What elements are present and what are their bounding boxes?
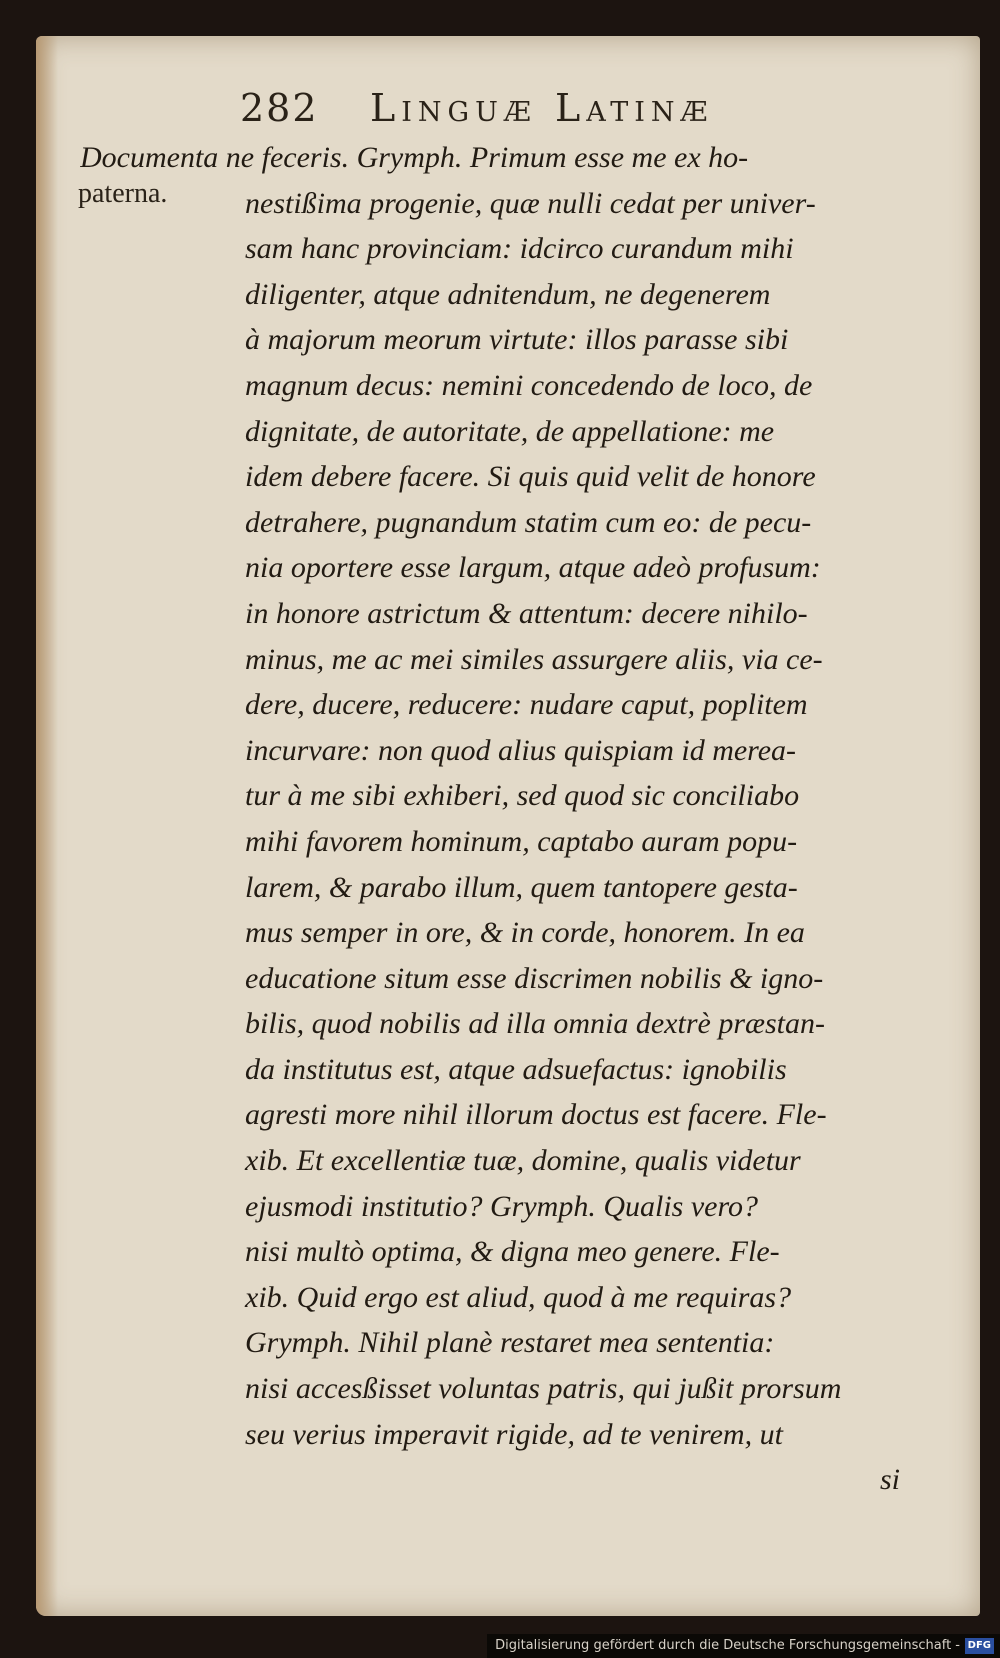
text-line: Grymph. Nihil planè restaret mea sententia:: [245, 1326, 775, 1360]
text-line: idem debere facere. Si quis quid velit de honore: [245, 460, 816, 494]
text-line: dere, ducere, reducere: nudare caput, poplitem: [245, 688, 808, 722]
page-header: [240, 80, 840, 136]
text-line: detrahere, pugnandum statim cum eo: de pecu-: [245, 505, 812, 539]
running-title: Linguæ Latinæ: [370, 86, 714, 130]
catchword: si: [880, 1463, 901, 1497]
text-line: dignitate, de autoritate, de appellatione: me: [245, 414, 775, 448]
text-line: educatione situm esse discrimen nobilis & igno-: [245, 961, 824, 995]
text-line: seu verius imperavit rigide, ad te venirem, ut: [245, 1417, 783, 1451]
text-line: nisi accesßisset voluntas patris, qui jußit prorsum: [245, 1372, 842, 1406]
body-text: [80, 135, 960, 1503]
text-line: in honore astrictum & attentum: decere nihilo-: [245, 596, 808, 630]
text-line: incurvare: non quod alius quispiam id merea-: [245, 733, 797, 767]
text-line: xib. Et excellentiæ tuæ, domine, qualis videtur: [245, 1144, 801, 1178]
footer-text: Digitalisierung gefördert durch die Deutsche Forschungsgemeinschaft -: [495, 1638, 960, 1653]
text-line: nisi multò optima, & digna meo genere. Fle-: [245, 1235, 780, 1269]
text-line: Documenta ne feceris. Grymph. Primum esse me ex ho-: [80, 141, 749, 174]
text-line: nia oportere esse largum, atque adeò profusum:: [245, 551, 821, 585]
text-line: tur à me sibi exhiberi, sed quod sic conciliabo: [245, 779, 800, 813]
text-line: diligenter, atque adnitendum, ne degenerem: [245, 277, 771, 311]
text-line: larem, & parabo illum, quem tantopere gesta-: [245, 870, 798, 904]
page-spine-shadow: [36, 36, 58, 1616]
text-line: da institutus est, atque adsuefactus: ignobilis: [245, 1052, 787, 1086]
text-line: nestißima progenie, quæ nulli cedat per univer-: [245, 186, 816, 220]
text-line: mus semper in ore, & in corde, honorem. In ea: [245, 916, 805, 950]
text-line: sam hanc provinciam: idcirco curandum mihi: [245, 232, 794, 266]
text-line: minus, me ac mei similes assurgere aliis, via ce-: [245, 642, 823, 676]
dfg-logo: DFG: [965, 1638, 994, 1654]
margin-note-2: paterna.: [78, 178, 168, 209]
text-line: mihi favorem hominum, captabo auram popu-: [245, 824, 798, 858]
text-line: xib. Quid ergo est aliud, quod à me requiras?: [245, 1280, 792, 1314]
text-line: ejusmodi institutio? Grymph. Qualis vero?: [245, 1189, 759, 1223]
text-line: magnum decus: nemini concedendo de loco, de: [245, 368, 813, 402]
text-line: à majorum meorum virtute: illos parasse sibi: [245, 323, 789, 357]
text-line: agresti more nihil illorum doctus est facere. Fle-: [245, 1098, 827, 1132]
page-number: 282: [240, 86, 319, 130]
digitization-footer: [487, 1634, 1000, 1658]
text-line: bilis, quod nobilis ad illa omnia dextrè præstan-: [245, 1007, 826, 1041]
